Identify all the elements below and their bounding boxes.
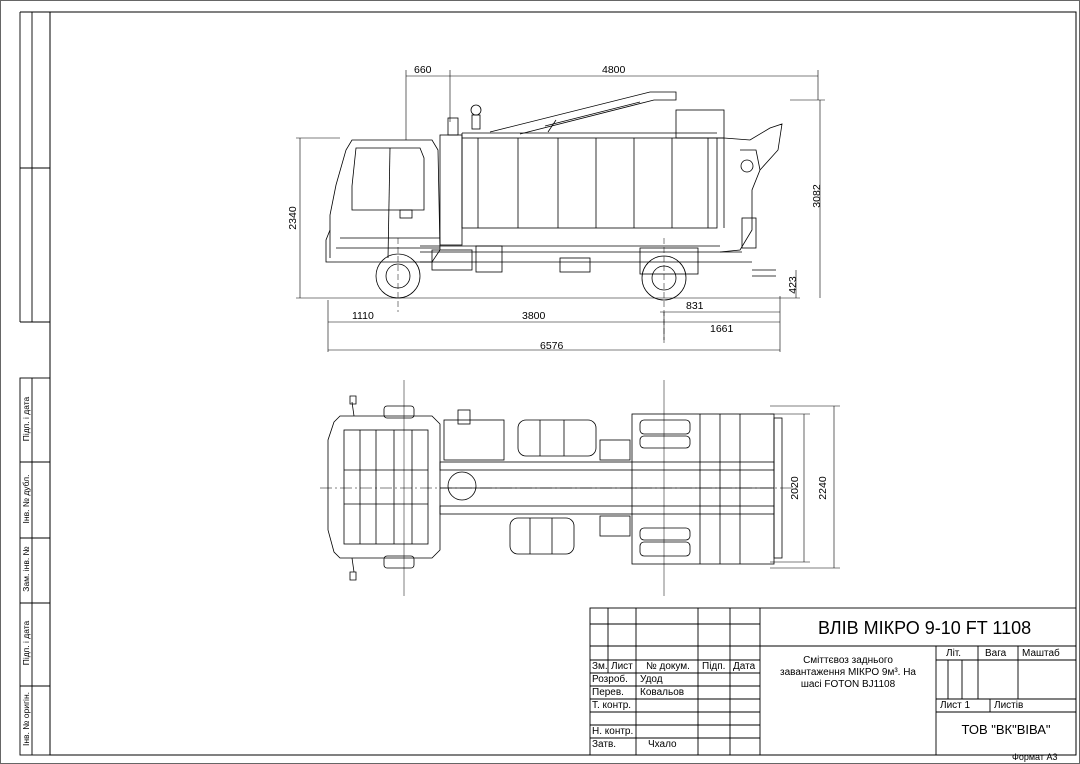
title-designation: ВЛІВ МІКРО 9-10 FT 1108 (818, 618, 1032, 638)
stamp-sign-date-1: Підп. і дата (21, 396, 31, 442)
company-name: ТОВ "ВК"ВІВА" (961, 722, 1051, 737)
stamp-duplicate-no: Інв. № дубл. (21, 474, 31, 524)
lit-label: Літ. (946, 648, 962, 659)
header-date: Дата (733, 661, 756, 672)
weight-label: Вага (985, 648, 1007, 659)
role-developer: Розроб. (592, 674, 628, 685)
dim-cab-height: 2340 (287, 206, 299, 230)
stamp-replaced-no: Зам. інв. № (21, 546, 31, 592)
role-approver: Затв. (592, 739, 617, 750)
dim-overall-height: 3082 (811, 184, 823, 208)
stamp-sign-date-2: Підп. і дата (21, 620, 31, 666)
title-description-line-1: Сміттєвоз заднього (803, 655, 893, 666)
dim-front-overhang: 1110 (352, 310, 374, 322)
dim-overall-length: 6576 (540, 340, 564, 352)
name-checker: Ковальов (640, 687, 685, 698)
name-approver: Чхало (648, 739, 677, 750)
sheet-border (1, 1, 1080, 764)
dim-overall-width: 2240 (817, 476, 829, 500)
stamp-original-no: Інв. № оригін. (21, 691, 31, 747)
title-description-line-2: завантаження МІКРО 9м³. На (780, 667, 916, 678)
header-change: Зм. (592, 661, 608, 672)
dim-frame-width: 2020 (789, 476, 801, 500)
header-sign: Підп. (702, 661, 726, 672)
dim-rear-overhang: 1661 (710, 323, 734, 335)
side-view-truck (326, 92, 782, 346)
title-description-line-3: шасі FOTON BJ1108 (800, 679, 896, 690)
dim-rear-axle-offset: 831 (686, 300, 704, 312)
role-checker: Перев. (592, 687, 624, 698)
sheet-label: Лист 1 (940, 700, 971, 711)
format-label: Формат А3 (1012, 752, 1058, 762)
scale-label: Маштаб (1022, 648, 1060, 659)
dim-wheelbase: 3800 (522, 310, 546, 322)
top-view-truck (320, 380, 800, 596)
role-tech-control: Т. контр. (592, 700, 632, 711)
top-view-dimension-lines (770, 406, 840, 568)
dim-body-length: 4800 (602, 64, 626, 76)
dim-rear-ground: 423 (787, 276, 799, 294)
side-view-dimension-lines (296, 70, 825, 352)
dim-front-overhang-top: 660 (414, 64, 432, 76)
header-sheet: Лист (611, 661, 633, 672)
name-developer: Удод (640, 674, 663, 685)
header-doc-no: № докум. (646, 661, 690, 672)
sheets-label: Листів (994, 700, 1024, 711)
role-norm-control: Н. контр. (592, 726, 634, 737)
